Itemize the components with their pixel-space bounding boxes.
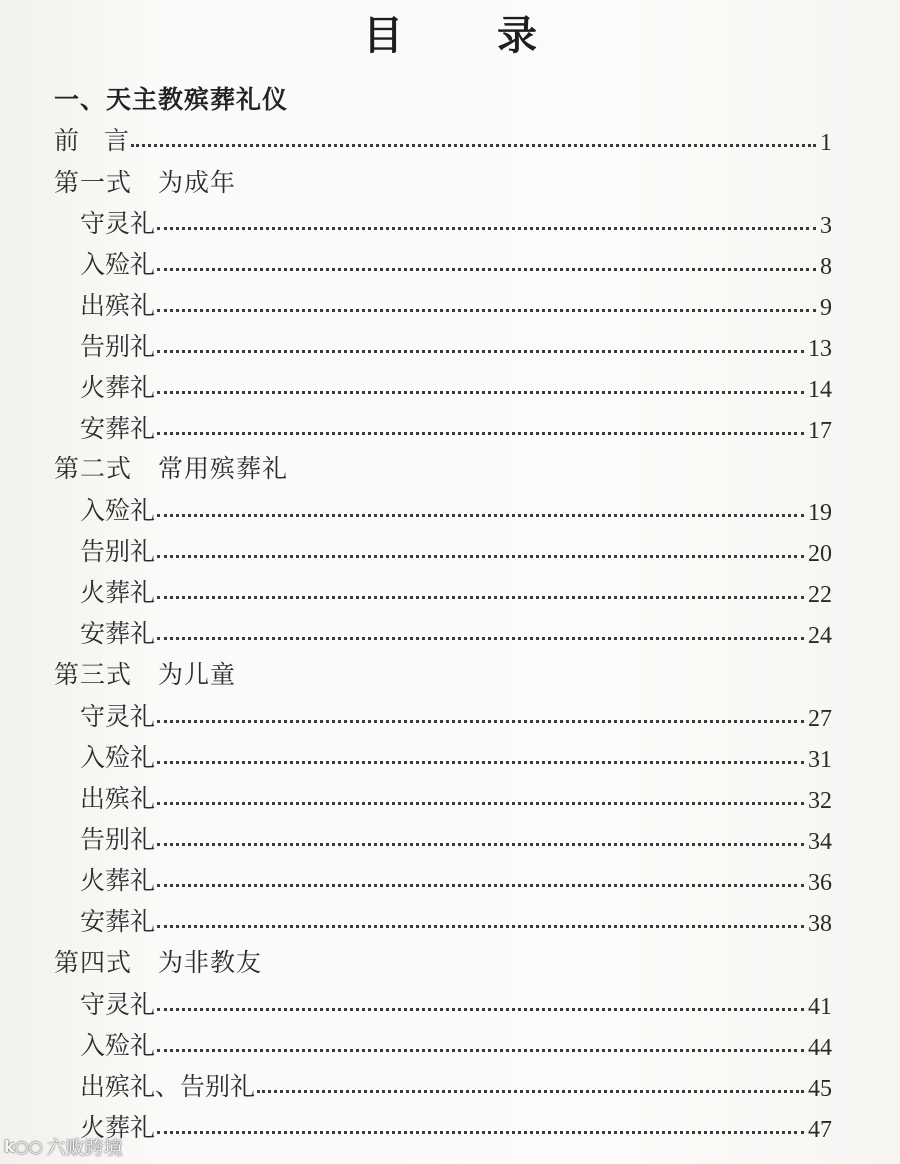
toc-entry-label: 入殓礼 (80, 743, 156, 772)
toc-entry (0, 781, 900, 817)
dot-leader (157, 350, 804, 353)
toc-entry-label: 守灵礼 (80, 990, 156, 1019)
toc-page-number: 17 (808, 418, 832, 444)
toc-group-label: 第四式 为非教友 (54, 948, 263, 977)
dot-leader (157, 309, 816, 312)
toc-page-number: 20 (808, 541, 832, 567)
toc-entry-label: 前 言 (54, 126, 130, 155)
dot-leader (157, 432, 804, 435)
dot-leader (157, 720, 804, 723)
toc-entry (0, 288, 900, 324)
toc-entry (0, 493, 900, 529)
dot-leader (131, 144, 816, 147)
page-title: 目 录 (363, 13, 577, 59)
toc-page-number: 34 (808, 829, 832, 855)
toc-page-number: 24 (808, 623, 832, 649)
toc-entry-label: 安葬礼 (80, 619, 156, 648)
dot-leader (157, 1049, 804, 1052)
toc-page-number: 44 (808, 1035, 832, 1061)
toc-entry-label: 守灵礼 (80, 209, 156, 238)
toc-entry-label: 入殓礼 (80, 496, 156, 525)
dot-leader (157, 802, 804, 805)
watermark-logo: k○○ (4, 1137, 43, 1156)
toc-entry (0, 863, 900, 899)
dot-leader (157, 637, 804, 640)
toc-entry (0, 206, 900, 242)
dot-leader (157, 761, 804, 764)
toc-group-label: 第一式 为成年 (54, 168, 237, 197)
toc-entry-label: 守灵礼 (80, 702, 156, 731)
toc-page-number: 38 (808, 911, 832, 937)
toc-page-number: 41 (808, 994, 832, 1020)
toc-entry-label: 告别礼 (80, 332, 156, 361)
dot-leader (157, 596, 804, 599)
toc-entry (0, 740, 900, 776)
toc-entry-label: 火葬礼 (80, 373, 156, 402)
toc-page-number: 3 (820, 213, 832, 239)
dot-leader (157, 925, 804, 928)
toc-group-heading (0, 657, 900, 693)
toc-entry (0, 616, 900, 652)
dot-leader (157, 843, 804, 846)
toc-page-number: 47 (808, 1117, 832, 1143)
toc-group-label: 第二式 常用殡葬礼 (54, 454, 289, 483)
toc-entry-label: 火葬礼 (80, 1113, 156, 1142)
toc-entry-label: 入殓礼 (80, 250, 156, 279)
toc-entry (0, 1069, 900, 1105)
toc-entry (0, 904, 900, 940)
toc-page-number: 1 (820, 130, 832, 156)
toc-entry-label: 出殡礼 (80, 784, 156, 813)
toc-page-number: 32 (808, 788, 832, 814)
toc-entry-label: 安葬礼 (80, 414, 156, 443)
toc-entry-label: 火葬礼 (80, 578, 156, 607)
toc-page-number: 8 (820, 254, 832, 280)
toc-page-number: 13 (808, 336, 832, 362)
toc-entry-label: 入殓礼 (80, 1031, 156, 1060)
toc-entry (0, 822, 900, 858)
toc-entry (0, 1028, 900, 1064)
toc-entry (0, 411, 900, 447)
toc-entry-label: 出殡礼、告别礼 (80, 1072, 256, 1101)
toc-page-number: 45 (808, 1076, 832, 1102)
section-title: 一、天主教殡葬礼仪 (54, 85, 289, 114)
watermark (4, 1133, 123, 1160)
toc-page-number: 9 (820, 295, 832, 321)
toc-entry (0, 1110, 900, 1146)
dot-leader (157, 1131, 804, 1134)
toc-entry (0, 699, 900, 735)
toc-entry (0, 247, 900, 283)
toc-page-number: 19 (808, 500, 832, 526)
dot-leader (157, 1008, 804, 1011)
toc-group-label: 第三式 为儿童 (54, 660, 237, 689)
toc-group-heading (0, 165, 900, 201)
toc-entry-label: 火葬礼 (80, 866, 156, 895)
dot-leader (157, 555, 804, 558)
toc-entry (0, 987, 900, 1023)
dot-leader (157, 391, 804, 394)
toc-entry-label: 告别礼 (80, 537, 156, 566)
dot-leader (157, 268, 816, 271)
toc-entry (0, 329, 900, 365)
watermark-text: 六败跨境 (46, 1137, 123, 1159)
dot-leader (157, 884, 804, 887)
toc-page-number: 31 (808, 747, 832, 773)
toc-entry-label: 安葬礼 (80, 907, 156, 936)
dot-leader (157, 514, 804, 517)
toc-page-number: 27 (808, 706, 832, 732)
toc-entry (0, 370, 900, 406)
toc-entry-label: 出殡礼 (80, 291, 156, 320)
toc-entry (0, 534, 900, 570)
toc-entry (0, 575, 900, 611)
toc-entry-label: 告别礼 (80, 825, 156, 854)
toc-group-heading (0, 945, 900, 981)
toc-page-number: 14 (808, 377, 832, 403)
toc-page-number: 22 (808, 582, 832, 608)
dot-leader (257, 1090, 804, 1093)
dot-leader (157, 227, 816, 230)
toc-page-number: 36 (808, 870, 832, 896)
toc-group-heading (0, 451, 900, 487)
toc-entry (0, 123, 900, 159)
